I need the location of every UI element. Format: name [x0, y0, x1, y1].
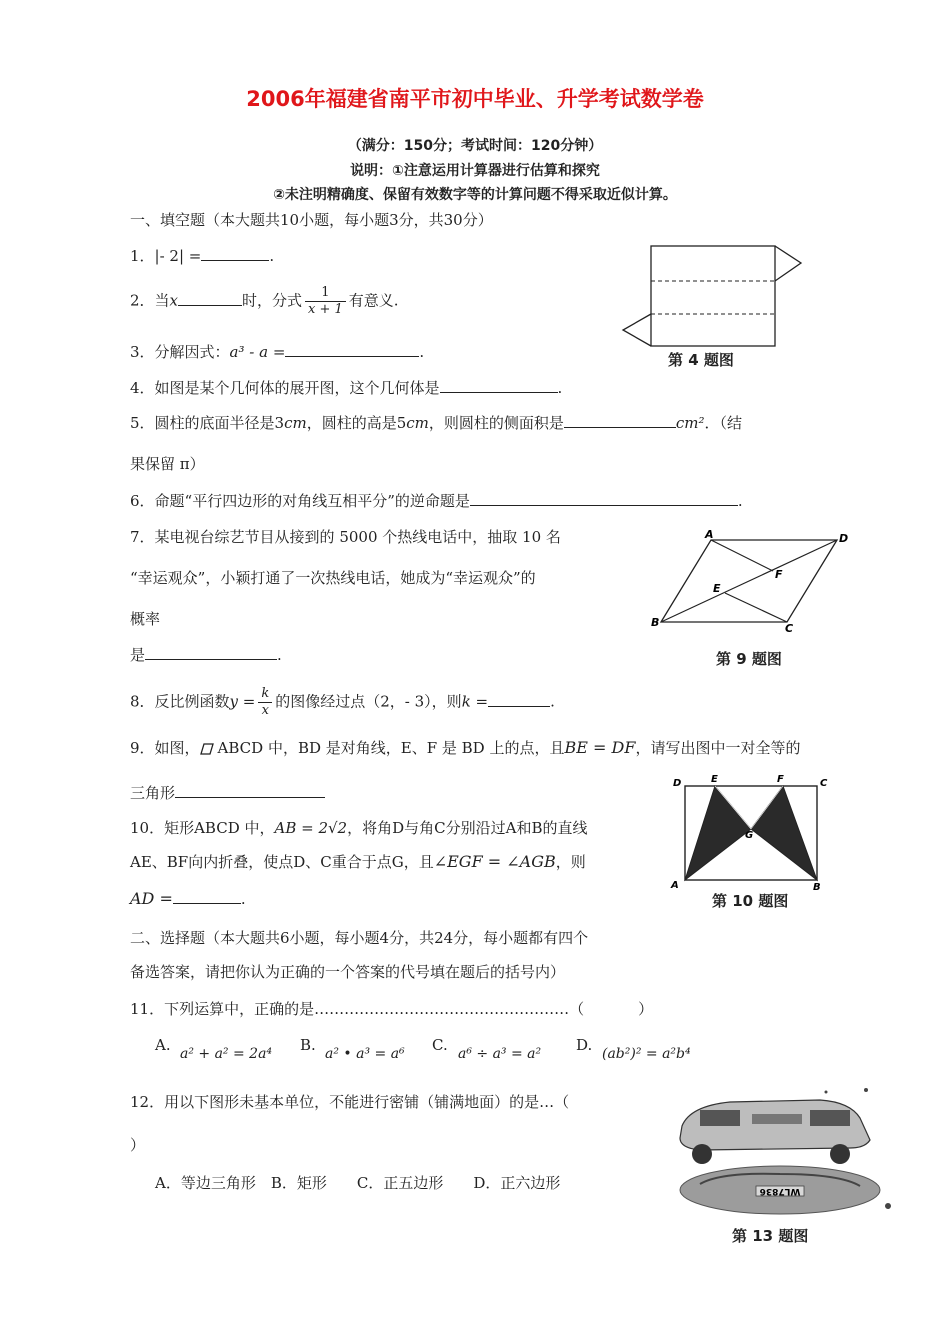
section2-heading-2: 备选答案，请把你认为正确的一个答案的代号填在题后的括号内）	[130, 963, 566, 981]
figure-13-car-image	[660, 1088, 900, 1230]
question-9: 9．如图， ABCD 中，BD 是对角线，E、F 是 BD 上的点，且BE = DF，请写出图中一对全等的	[130, 738, 801, 757]
option-b-label: B.	[300, 1036, 316, 1054]
figure-4-net	[615, 236, 815, 366]
question-7-line2: “幸运观众”，小颖打通了一次热线电话，她成为“幸运观众”的	[130, 569, 536, 587]
figure-9-parallelogram	[645, 528, 855, 636]
fraction: $\frac{k}{x}$	[258, 686, 272, 719]
page-title: 2006年福建省南平市初中毕业、升学考试数学卷	[246, 87, 704, 111]
answer-blank	[440, 378, 558, 393]
option-d-expr: (ab²)² = a²b⁴	[602, 1046, 691, 1062]
fraction: $\frac{1}{x + 1}$	[305, 285, 346, 318]
answer-blank	[173, 889, 241, 904]
question-8: 8．反比例函数y = $\frac{k}{x}$ 的图像经过点（2，- 3），则k = .	[130, 686, 555, 718]
answer-blank	[470, 491, 738, 506]
note-1: 说明：①注意运用计算器进行估算和探究	[350, 163, 600, 179]
question-12-close: ）	[130, 1136, 146, 1154]
question-7-line1: 7．某电视台综艺节目从接到的 5000 个热线电话中，抽取 10 名	[130, 528, 561, 546]
question-7-line3: 概率	[130, 610, 161, 628]
question-12: 12．用以下图形未基本单位，不能进行密铺（铺满地面）的是…（	[130, 1093, 570, 1111]
label-f: F	[775, 568, 783, 581]
question-2: 2．当x 时，分式 $\frac{1}{x + 1}$ 有意义.	[130, 285, 399, 317]
answer-blank	[285, 342, 419, 357]
label-a: A	[671, 880, 679, 890]
parallelogram-icon	[200, 741, 214, 753]
question-10-line2: AE、BF向内折叠，使点D、C重合于点G，且∠EGF = ∠AGB，则	[130, 852, 586, 871]
answer-blank	[145, 645, 277, 660]
answer-blank	[201, 246, 269, 261]
section2-heading-1: 二、选择题（本大题共6小题，每小题4分，共24分，每小题都有四个	[130, 929, 589, 947]
exam-info: （满分：150分；考试时间：120分钟）	[347, 138, 603, 154]
option-a-label: A.	[155, 1036, 171, 1054]
answer-blank	[178, 291, 242, 306]
option-d-label: D.	[576, 1036, 593, 1054]
question-4: 4．如图是某个几何体的展开图，这个几何体是 .	[130, 379, 563, 397]
figure-4-caption: 第 4 题图	[668, 351, 734, 369]
option-c-expr: a⁶ ÷ a³ = a²	[458, 1046, 542, 1062]
figure-10-rectangle	[665, 772, 835, 890]
option-c-label: C.	[432, 1036, 448, 1054]
label-c: C	[785, 622, 794, 635]
label-d: D	[839, 532, 849, 545]
question-5: 5．圆柱的底面半径是3cm，圆柱的高是5cm，则圆柱的侧面积是 cm²．（结	[130, 414, 743, 432]
label-f: F	[777, 774, 784, 785]
option-b-expr: a² • a³ = a⁶	[325, 1046, 405, 1062]
question-11: 11．下列运算中，正确的是……………………………………………（ ）	[130, 1000, 654, 1018]
label-b: B	[651, 616, 660, 629]
question-1: 1．|- 2| = .	[130, 247, 275, 265]
figure-9-caption: 第 9 题图	[716, 650, 782, 668]
answer-blank	[175, 783, 325, 798]
question-5-cont: 果保留 π）	[130, 455, 205, 473]
label-d: D	[673, 778, 682, 789]
section1-heading: 一、填空题（本大题共10小题，每小题3分，共30分）	[130, 211, 493, 229]
question-9-cont: 三角形	[130, 782, 325, 803]
question-10-line3: AD = .	[130, 889, 246, 908]
question-10-line1: 10．矩形ABCD 中，AB = 2√2，将角D与角C分别沿过A和B的直线	[130, 819, 588, 837]
label-e: E	[713, 582, 721, 595]
label-a: A	[705, 528, 714, 541]
note-2: ②未注明精确度、保留有效数字等的计算问题不得采取近似计算。	[273, 187, 677, 203]
option-a-expr: a² + a² = 2a⁴	[180, 1046, 273, 1062]
plate-text: WL7836	[759, 1186, 801, 1196]
figure-13-caption: 第 13 题图	[732, 1227, 809, 1245]
label-g: G	[745, 830, 754, 841]
question-3: 3．分解因式：a³ - a = .	[130, 343, 425, 361]
question-7-line4: 是 .	[130, 646, 282, 664]
answer-blank	[488, 692, 550, 707]
figure-10-caption: 第 10 题图	[712, 892, 789, 910]
label-e: E	[711, 774, 718, 785]
question-6: 6．命题“平行四边形的对角线互相平分”的逆命题是 .	[130, 492, 743, 510]
question-12-options: A．等边三角形 B．矩形 C．正五边形 D．正六边形	[155, 1174, 561, 1192]
answer-blank	[564, 413, 676, 428]
label-b: B	[813, 882, 821, 890]
label-c: C	[820, 778, 828, 789]
